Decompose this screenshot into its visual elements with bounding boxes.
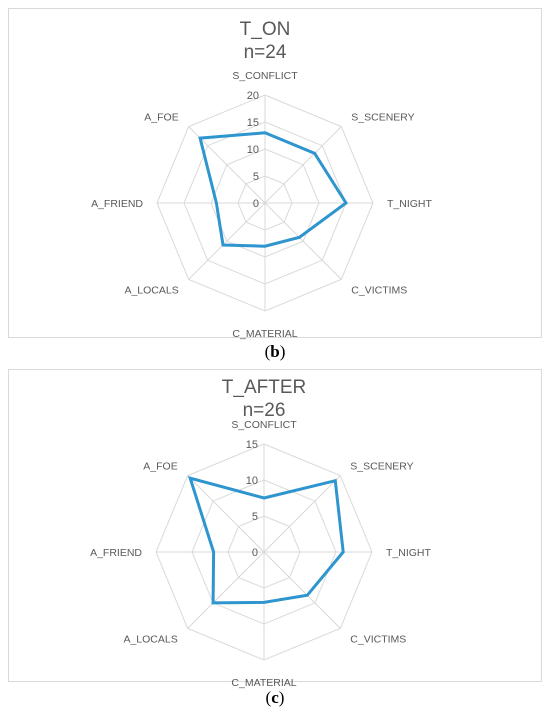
axis-label: C_MATERIAL xyxy=(231,677,297,689)
axis-label: S_SCENERY xyxy=(350,460,414,473)
axis-label: T_NIGHT xyxy=(386,547,431,559)
radar-chart-c xyxy=(9,370,541,689)
tick-label: 10 xyxy=(246,144,259,156)
tick-label: 5 xyxy=(252,171,259,183)
caption-c-letter: c xyxy=(271,688,279,707)
axis-label: S_CONFLICT xyxy=(232,70,298,82)
axis-label: C_VICTIMS xyxy=(350,633,407,646)
chart-panel-b xyxy=(8,8,542,338)
radar-chart-b xyxy=(9,9,541,340)
tick-label: 15 xyxy=(245,439,258,451)
grid-spoke xyxy=(264,552,340,628)
axis-label: A_LOCALS xyxy=(124,284,179,297)
axis-label: S_CONFLICT xyxy=(231,419,297,431)
chart-subtitle: n=26 xyxy=(242,400,286,421)
tick-label: 20 xyxy=(246,90,259,102)
tick-label: 5 xyxy=(251,511,258,523)
tick-label: 0 xyxy=(252,198,259,210)
chart-title: T_ON xyxy=(239,19,291,40)
tick-label: 0 xyxy=(251,547,258,559)
axis-label: A_FRIEND xyxy=(91,198,143,210)
tick-label: 10 xyxy=(245,475,258,487)
tick-label: 15 xyxy=(246,117,259,129)
caption-b-letter: b xyxy=(270,342,280,361)
axis-label: T_NIGHT xyxy=(387,198,432,210)
series-line xyxy=(190,478,343,603)
grid-spoke xyxy=(188,552,264,628)
axis-label: C_VICTIMS xyxy=(351,284,408,297)
axis-label: A_LOCALS xyxy=(123,633,178,646)
axis-label: A_FRIEND xyxy=(90,547,142,559)
axis-label: A_FOE xyxy=(144,111,179,124)
chart-subtitle: n=24 xyxy=(243,42,287,63)
axis-label: S_SCENERY xyxy=(351,111,415,124)
chart-panel-c xyxy=(8,369,542,689)
caption-b: (b) xyxy=(264,342,286,361)
caption-c: (c) xyxy=(265,688,285,707)
grid-spoke xyxy=(264,476,340,552)
axis-label: A_FOE xyxy=(143,460,178,473)
axis-label: C_MATERIAL xyxy=(232,328,298,340)
chart-title: T_AFTER xyxy=(221,377,307,398)
